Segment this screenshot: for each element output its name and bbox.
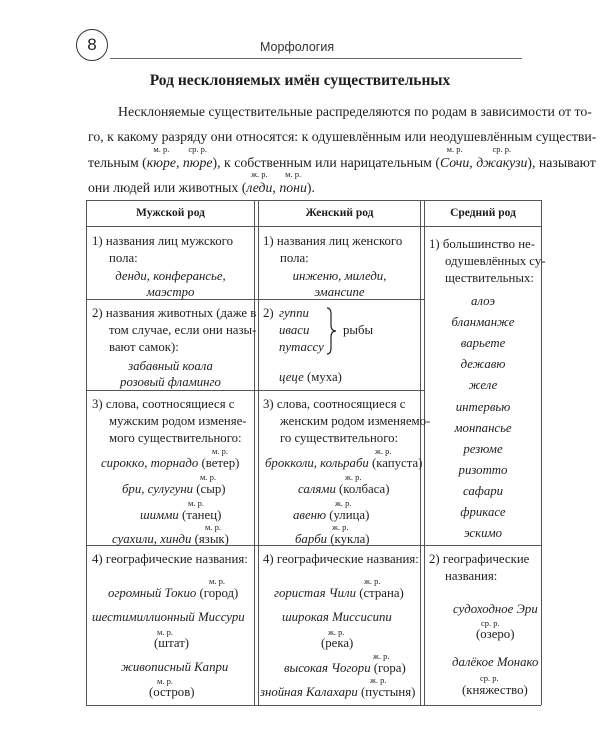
neuter-word: дежавю	[460, 357, 506, 372]
fem-r3-mark3: ж. р.	[335, 498, 352, 508]
fem-r4-mark4: ж. р.	[370, 675, 387, 685]
row-divider-2-3	[86, 390, 424, 391]
neuter-word: ризотто	[458, 462, 508, 477]
row-divider-1-2	[86, 299, 424, 300]
neuter-word: желе	[468, 378, 498, 393]
masc-r3-example1: сироккo, торнадо (ветер)	[101, 456, 240, 470]
masc-r1-line1: 1) названия лиц мужского	[92, 234, 233, 248]
fem-r3-mark4: ж. р.	[332, 522, 349, 532]
intro-line-4: они людей или животных ( ж. р. леди, м. р. пони).	[88, 169, 315, 195]
fem-r1-example1: инженю, миледи,	[292, 269, 387, 283]
neut-r2-mark1: ср. р.	[481, 618, 500, 628]
masc-r3-mark4: м. р.	[205, 522, 222, 532]
fem-r3-mark1: ж. р.	[375, 446, 392, 456]
neut-r1-line3: ществительных:	[445, 271, 534, 285]
neut-r2-gloss2: (княжество)	[462, 683, 528, 697]
neuter-word: монпансье	[454, 420, 512, 435]
fem-r2-fish3: путассу	[279, 340, 324, 354]
example-poni: м. р. пони	[279, 169, 307, 195]
running-title: Морфология	[260, 40, 335, 54]
fem-r2-example-tsetse: цеце (муха)	[279, 370, 342, 384]
neuter-word: алоэ	[470, 294, 495, 308]
neut-r2-example1: судоходное Эри	[453, 602, 538, 616]
masc-r4-mark1: м. р.	[209, 576, 226, 586]
fem-r1-example2: эмансипе	[314, 285, 365, 299]
neuter-word: фрикасе	[460, 505, 506, 519]
masc-r4-example1: огромный Токио (город)	[108, 586, 239, 600]
masc-r4-mark2: м. р.	[157, 627, 174, 637]
neuter-word: сафари	[462, 483, 504, 498]
col-divider-2a	[420, 200, 421, 705]
neut-r1-line2: одушевлённых су-	[445, 254, 546, 268]
header-masculine: Мужской род	[136, 207, 205, 219]
fem-r2-fish2: иваси	[279, 323, 310, 337]
example-dzhakuzi: ср. р. джакузи	[476, 144, 528, 170]
fem-r3-example4: барби (кукла)	[295, 532, 370, 546]
header-rule	[110, 58, 522, 59]
neut-r1-line1: 1) большинство не-	[429, 237, 535, 251]
masc-r3-mark3: м. р.	[188, 498, 205, 508]
page-title: Род несклоняемых имён существительных	[149, 72, 451, 89]
intro-line-1: Несклоняемые существительные распределяются по родам в зависимости от то-	[118, 104, 592, 119]
masc-r4-gloss3: (остров)	[149, 685, 195, 699]
masc-r4-example2: шестимиллионный Миссури	[92, 610, 245, 624]
neut-r2-mark2: ср. р.	[480, 673, 499, 683]
fem-r4-mark2: ж. р.	[328, 627, 345, 637]
fem-r4-line1: 4) географические названия:	[263, 552, 419, 566]
fem-r2-number: 2)	[263, 306, 274, 320]
fem-r4-example1: гористая Чили (страна)	[274, 586, 404, 600]
table-top-border	[86, 200, 541, 201]
masc-r3-example3: шимми (танец)	[140, 508, 222, 522]
masc-r2-line2: том случае, если они назы-	[109, 323, 257, 337]
fem-r4-gloss2: (река)	[321, 636, 354, 650]
example-kure: м. р. кюре	[146, 144, 176, 170]
example-sochi: м. р. Сочи	[439, 144, 470, 170]
header-neuter: Средний род	[450, 207, 516, 219]
table-right-border	[541, 200, 542, 705]
fem-r1-line1: 1) названия лиц женского	[263, 234, 403, 248]
masc-r3-mark1: м. р.	[212, 446, 229, 456]
masc-r1-line2: пола:	[109, 251, 138, 265]
masc-r3-mark2: м. р.	[200, 472, 217, 482]
masc-r3-line2: мужским родом изменяе-	[109, 414, 247, 428]
masc-r2-line3: вают самок):	[109, 340, 179, 354]
col-divider-1a	[254, 200, 255, 705]
neuter-word: эскимо	[463, 526, 503, 541]
masc-r4-example3: живописный Капри	[121, 660, 229, 674]
neuter-word: варьете	[460, 336, 506, 351]
header-feminine: Женский род	[305, 207, 374, 219]
intro-line-2: го, к какому разряду они относятся: к одушевлённым или неодушевлённым существи-	[88, 129, 597, 144]
fem-r3-line3: го существительного:	[280, 431, 399, 445]
neut-r2-gloss1: (озеро)	[476, 627, 515, 641]
masc-r1-example2: маэстро	[146, 285, 195, 299]
fem-r4-example2: широкая Миссисипи	[282, 610, 392, 624]
masc-r2-example1: забавный коала	[128, 359, 213, 373]
example-ledi: ж. р. леди	[246, 169, 273, 195]
fem-r4-example4: знойная Калахари (пустыня)	[260, 685, 416, 699]
neut-r2-example2: далёкое Монако	[452, 655, 539, 669]
masc-r3-example2: бри, сулугуни (сыр)	[122, 482, 226, 496]
masc-r2-line1: 2) названия животных (даже в	[92, 306, 257, 320]
fem-r3-line2: женским родом изменяемо-	[280, 414, 431, 428]
fem-r3-example1: брокколи, кольраби (капуста)	[265, 456, 423, 470]
table-bottom-border	[86, 705, 541, 706]
fem-r4-example3: высокая Чогори (гора)	[284, 661, 406, 675]
page-number: 8	[76, 29, 108, 61]
masc-r3-line1: 3) слова, соотносящиеся с	[92, 397, 235, 411]
masc-r2-example2: розовый фламинго	[120, 375, 221, 389]
neut-r2-line2: названия:	[445, 569, 498, 583]
fem-r3-example2: салями (колбаса)	[298, 482, 390, 496]
neut-r2-line1: 2) географические	[429, 552, 530, 566]
masc-r1-example1: денди, конферансье,	[115, 269, 226, 283]
fish-brace	[324, 306, 338, 356]
header-bottom-border	[86, 226, 541, 227]
masc-r4-line1: 4) географические названия:	[92, 552, 248, 566]
fem-r4-mark1: ж. р.	[364, 576, 381, 586]
neuter-word: интервью	[455, 399, 511, 414]
fem-r3-line1: 3) слова, соотносящиеся с	[263, 397, 406, 411]
masc-r4-gloss2: (штат)	[154, 636, 190, 650]
masc-r3-example4: суахили, хинди (язык)	[112, 532, 229, 546]
fem-r2-fish-label: рыбы	[343, 323, 374, 337]
fem-r4-mark3: ж. р.	[373, 651, 390, 661]
neuter-word: бланманже	[451, 315, 515, 330]
fem-r1-line2: пола:	[280, 251, 309, 265]
fem-r3-example3: авеню (улица)	[293, 508, 370, 522]
fem-r3-mark2: ж. р.	[345, 472, 362, 482]
masc-r3-line3: мого существительного:	[109, 431, 242, 445]
example-pure: ср. р. пюре	[182, 144, 213, 170]
neuter-word: резюме	[463, 441, 503, 456]
fem-r2-fish1: гуппи	[279, 306, 309, 320]
intro-line-3: тельным ( м. р. кюре, ср. р. пюре), к собственным или нарицательным ( м. р. Сочи, ср. р. джакузи), называют	[88, 144, 596, 170]
masc-r4-mark3: м. р.	[157, 676, 174, 686]
